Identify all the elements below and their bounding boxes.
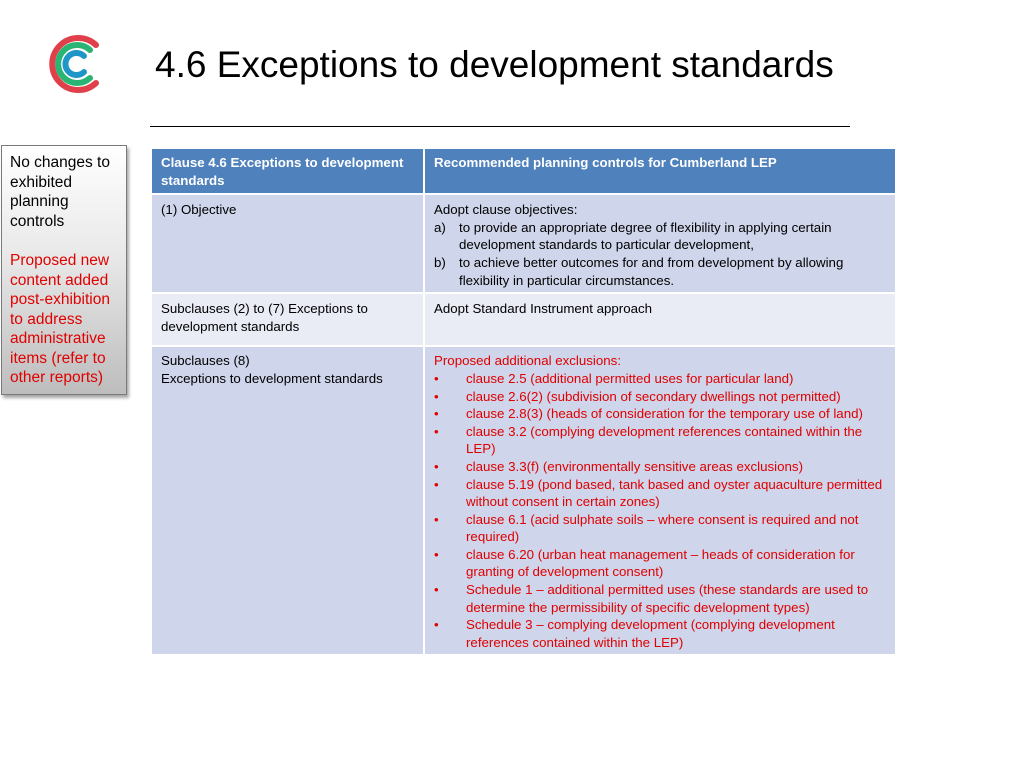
bullet-icon: • [434, 423, 439, 439]
row3-item-text: clause 3.3(f) (environmentally sensitive areas exclusions) [466, 458, 803, 474]
row3-clause-line2: Exceptions to development standards [161, 370, 383, 386]
legend-note-box [1, 145, 127, 395]
row3-item [434, 511, 886, 546]
table-row-objective [151, 194, 896, 293]
legend-proposed-new: Proposed new content added post-exhibition to address administrative items (refer to other reports) [10, 252, 110, 386]
row1-item-a [434, 219, 886, 254]
row3-item [434, 581, 886, 616]
cumberland-logo [44, 33, 104, 95]
table-row-subclauses-8 [151, 346, 896, 655]
row3-item [434, 476, 886, 511]
table-header-row [151, 148, 896, 194]
bullet-icon: • [434, 476, 439, 492]
row3-item [434, 546, 886, 581]
row3-item [434, 405, 886, 423]
row3-item-text: clause 3.2 (complying development references contained within the LEP) [466, 423, 863, 457]
title-divider [150, 126, 850, 127]
bullet-icon: • [434, 388, 439, 404]
row3-item [434, 458, 886, 476]
row3-item [434, 370, 886, 388]
legend-no-changes: No changes to exhibited planning controls [10, 154, 110, 230]
bullet-icon: • [434, 370, 439, 386]
row3-item-text: Schedule 3 – complying development (complying development references contained within the LEP) [466, 617, 835, 650]
row3-item-text: clause 6.1 (acid sulphate soils – where consent is required and not required) [466, 511, 859, 545]
bullet-icon: • [434, 617, 439, 633]
bullet-icon: • [434, 511, 439, 527]
row3-clause [151, 346, 424, 655]
bullet-icon: • [434, 582, 439, 598]
row1-item-a-marker: a) [434, 219, 446, 235]
row3-item-text: clause 2.5 (additional permitted uses for particular land) [466, 370, 794, 386]
row3-item-text: clause 5.19 (pond based, tank based and oyster aquaculture permitted without consent in certain zones) [466, 476, 883, 510]
bullet-icon: • [434, 546, 439, 562]
slide-title: 4.6 Exceptions to development standards [155, 44, 834, 85]
row3-item [434, 388, 886, 406]
row2-clause: Subclauses (2) to (7) Exceptions to development standards [151, 293, 424, 346]
row3-item-text: Schedule 1 – additional permitted uses (these standards are used to determine the permissibility of specific development types) [466, 582, 869, 615]
row1-intro: Adopt clause objectives: [434, 202, 578, 218]
table-row-subclauses-2-7 [151, 293, 896, 346]
row1-item-b-text: to achieve better outcomes for and from development by allowing flexibility in particular circumstances. [459, 254, 844, 288]
header-recommended: Recommended planning controls for Cumberland LEP [424, 148, 896, 194]
row3-item-text: clause 2.6(2) (subdivision of secondary dwellings not permitted) [466, 388, 841, 404]
planning-controls-table [150, 147, 897, 656]
row1-item-b-marker: b) [434, 254, 446, 270]
row3-clause-line1: Subclauses (8) [161, 353, 250, 369]
row2-content: Adopt Standard Instrument approach [424, 293, 896, 346]
bullet-icon: • [434, 458, 439, 474]
row3-item [434, 423, 886, 458]
row3-item-text: clause 2.8(3) (heads of consideration for the temporary use of land) [466, 406, 863, 422]
header-clause: Clause 4.6 Exceptions to development standards [151, 148, 424, 194]
row1-clause: (1) Objective [151, 194, 424, 293]
row3-item [434, 616, 886, 651]
bullet-icon: • [434, 406, 439, 422]
row3-intro: Proposed additional exclusions: [434, 353, 622, 369]
row3-item-text: clause 6.20 (urban heat management – heads of consideration for granting of development consent) [466, 546, 855, 580]
row3-content [424, 346, 896, 655]
row1-item-a-text: to provide an appropriate degree of flexibility in applying certain development standards to particular development, [459, 219, 832, 253]
row1-content [424, 194, 896, 293]
row1-item-b [434, 254, 886, 289]
